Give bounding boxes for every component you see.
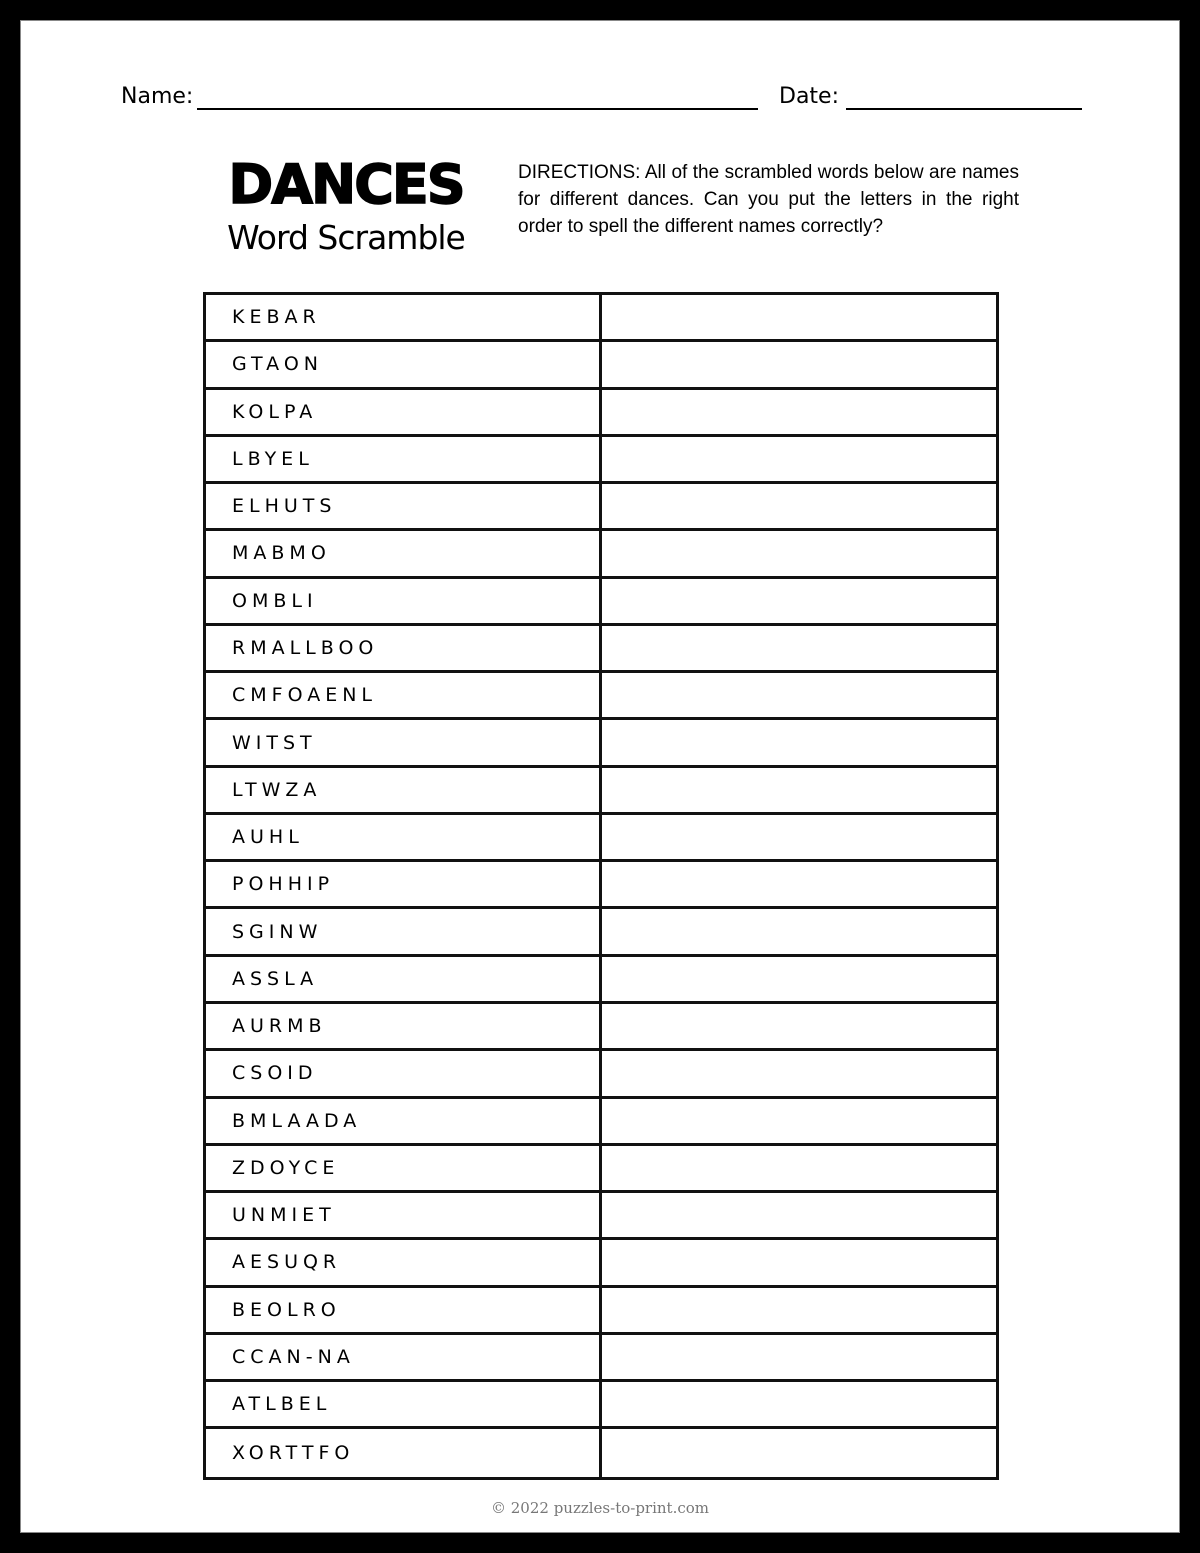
scrambled-word: AESUQR [206, 1240, 602, 1284]
answer-cell[interactable] [602, 1004, 996, 1048]
scrambled-word: ASSLA [206, 957, 602, 1001]
table-row [206, 579, 996, 626]
answer-cell[interactable] [602, 390, 996, 434]
scrambled-word: POHHIP [206, 862, 602, 906]
table-row [206, 1146, 996, 1193]
scrambled-word: ELHUTS [206, 484, 602, 528]
answer-cell[interactable] [602, 579, 996, 623]
table-row [206, 626, 996, 673]
table-row [206, 720, 996, 767]
answer-cell[interactable] [602, 1288, 996, 1332]
scrambled-word: ATLBEL [206, 1382, 602, 1426]
scrambled-word: CSOID [206, 1051, 602, 1095]
scrambled-word: OMBLI [206, 579, 602, 623]
answer-cell[interactable] [602, 1051, 996, 1095]
table-row [206, 342, 996, 389]
table-row [206, 1288, 996, 1335]
scrambled-word: LTWZA [206, 768, 602, 812]
table-row [206, 295, 996, 342]
answer-cell[interactable] [602, 720, 996, 764]
table-row [206, 1004, 996, 1051]
scrambled-word: KOLPA [206, 390, 602, 434]
table-row [206, 1335, 996, 1382]
date-line[interactable] [846, 108, 1082, 110]
scrambled-word: BEOLRO [206, 1288, 602, 1332]
answer-cell[interactable] [602, 957, 996, 1001]
table-row [206, 1382, 996, 1429]
date-label: Date: [779, 84, 839, 109]
table-row [206, 531, 996, 578]
scrambled-word: ZDOYCE [206, 1146, 602, 1190]
answer-cell[interactable] [602, 1429, 996, 1476]
worksheet-title [221, 154, 471, 258]
name-line[interactable] [197, 108, 758, 110]
answer-cell[interactable] [602, 1240, 996, 1284]
scrambled-word: AUHL [206, 815, 602, 859]
scrambled-word: KEBAR [206, 295, 602, 339]
scrambled-word: CMFOAENL [206, 673, 602, 717]
answer-cell[interactable] [602, 862, 996, 906]
answer-cell[interactable] [602, 1335, 996, 1379]
answer-cell[interactable] [602, 1146, 996, 1190]
title-main: DANCES [228, 153, 464, 216]
table-row [206, 768, 996, 815]
answer-cell[interactable] [602, 484, 996, 528]
table-row [206, 815, 996, 862]
scramble-table [203, 292, 999, 1480]
table-row [206, 862, 996, 909]
answer-cell[interactable] [602, 1193, 996, 1237]
table-row [206, 957, 996, 1004]
table-row [206, 673, 996, 720]
scrambled-word: AURMB [206, 1004, 602, 1048]
scrambled-word: UNMIET [206, 1193, 602, 1237]
scrambled-word: RMALLBOO [206, 626, 602, 670]
answer-cell[interactable] [602, 815, 996, 859]
table-row [206, 390, 996, 437]
table-row [206, 484, 996, 531]
scrambled-word: WITST [206, 720, 602, 764]
scrambled-word: LBYEL [206, 437, 602, 481]
name-date-row [121, 83, 1083, 123]
scrambled-word: GTAON [206, 342, 602, 386]
table-row [206, 1193, 996, 1240]
answer-cell[interactable] [602, 342, 996, 386]
table-row [206, 437, 996, 484]
scrambled-word: SGINW [206, 909, 602, 953]
scrambled-word: BMLAADA [206, 1099, 602, 1143]
scrambled-word: MABMO [206, 531, 602, 575]
table-row [206, 909, 996, 956]
answer-cell[interactable] [602, 295, 996, 339]
answer-cell[interactable] [602, 626, 996, 670]
answer-cell[interactable] [602, 768, 996, 812]
table-row [206, 1099, 996, 1146]
table-row [206, 1429, 996, 1476]
title-subtitle: Word Scramble [227, 218, 465, 257]
worksheet-page [20, 20, 1180, 1533]
answer-cell[interactable] [602, 531, 996, 575]
copyright-footer: © 2022 puzzles-to-print.com [490, 1499, 710, 1517]
answer-cell[interactable] [602, 673, 996, 717]
answer-cell[interactable] [602, 1382, 996, 1426]
answer-cell[interactable] [602, 437, 996, 481]
scrambled-word: XORTTFO [206, 1429, 602, 1476]
scrambled-word: CCAN-NA [206, 1335, 602, 1379]
name-label: Name: [121, 84, 194, 109]
answer-cell[interactable] [602, 909, 996, 953]
table-row [206, 1051, 996, 1098]
answer-cell[interactable] [602, 1099, 996, 1143]
directions-text: DIRECTIONS: All of the scrambled words below are names for different dances. Can you put the letters in the right order to spell the different names correctly? [518, 162, 1019, 237]
table-row [206, 1240, 996, 1287]
